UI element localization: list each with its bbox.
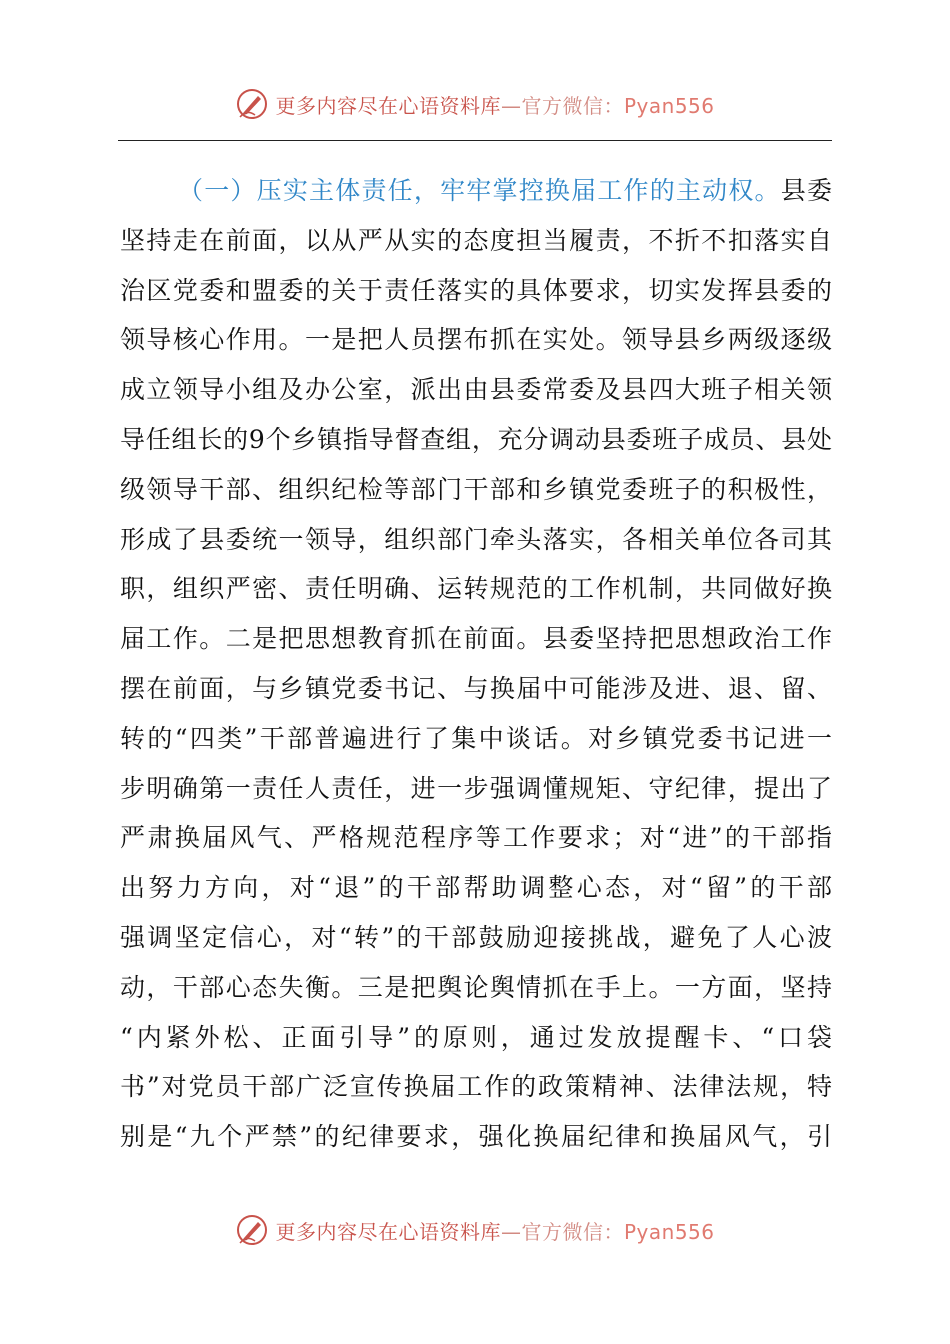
paragraph-line: 届工作。二是把思想教育抓在前面。县委坚持把思想政治工作 <box>120 624 832 654</box>
watermark-text-part2: —官方微信： <box>500 93 624 118</box>
watermark-text-part2: —官方微信： <box>500 1219 624 1244</box>
header-watermark <box>0 84 950 124</box>
watermark-text <box>275 90 714 119</box>
paragraph-line: 转的“四类”干部普遍进行了集中谈话。对乡镇党委书记进一 <box>120 723 832 753</box>
watermark-text-part3: Pyan556 <box>623 93 715 118</box>
paragraph-line: 出努力方向，对“退”的干部帮助调整心态，对“留”的干部 <box>120 873 832 903</box>
paragraph-line: 摆在前面，与乡镇党委书记、与换届中可能涉及进、退、留、 <box>120 673 832 703</box>
paragraph-line: 级领导干部、组织纪检等部门干部和乡镇党委班子的积极性， <box>120 474 832 504</box>
pen-logo-icon <box>235 87 269 121</box>
paragraph-line: 书”对党员干部广泛宣传换届工作的政策精神、法律法规，特 <box>120 1072 832 1102</box>
section-heading: （一）压实主体责任，牢牢掌控换届工作的主动权。 <box>178 176 781 205</box>
paragraph-line: 步明确第一责任人责任，进一步强调懂规矩、守纪律，提出了 <box>120 773 832 803</box>
paragraph-line: 严肃换届风气、严格规范程序等工作要求；对“进”的干部指 <box>120 823 832 853</box>
paragraph-line: 坚持走在前面，以从严从实的态度担当履责，不折不扣落实自 <box>120 225 832 255</box>
footer-watermark <box>0 1210 950 1250</box>
document-paragraph <box>120 166 832 1162</box>
paragraph-line: 治区党委和盟委的关于责任落实的具体要求，切实发挥县委的 <box>120 275 832 305</box>
paragraph-line: 职，组织严密、责任明确、运转规范的工作机制，共同做好换 <box>120 574 832 604</box>
paragraph-line <box>120 166 832 216</box>
paragraph-line: 领导核心作用。一是把人员摆布抓在实处。领导县乡两级逐级 <box>120 325 832 355</box>
paragraph-line: 别是“九个严禁”的纪律要求，强化换届纪律和换届风气，引 <box>120 1122 832 1152</box>
pen-logo-icon <box>235 1213 269 1247</box>
paragraph-line: 成立领导小组及办公室，派出由县委常委及县四大班子相关领 <box>120 375 832 405</box>
watermark-text-part1: 更多内容尽在心语资料库 <box>275 1219 501 1244</box>
paragraph-line: 强调坚定信心，对“转”的干部鼓励迎接挑战，避免了人心波 <box>120 922 832 952</box>
watermark-text <box>275 1216 714 1245</box>
paragraph-line: 形成了县委统一领导，组织部门牵头落实，各相关单位各司其 <box>120 524 832 554</box>
paragraph-line: 导任组长的9个乡镇指导督查组，充分调动县委班子成员、县处 <box>120 424 832 454</box>
paragraph-line: 动，干部心态失衡。三是把舆论舆情抓在手上。一方面，坚持 <box>120 972 832 1002</box>
watermark-text-part3: Pyan556 <box>623 1219 715 1244</box>
watermark-text-part1: 更多内容尽在心语资料库 <box>275 93 501 118</box>
paragraph-line-rest: 县委 <box>780 176 832 205</box>
paragraph-line: “内紧外松、正面引导”的原则，通过发放提醒卡、“口袋 <box>120 1022 832 1052</box>
header-divider <box>118 140 832 141</box>
